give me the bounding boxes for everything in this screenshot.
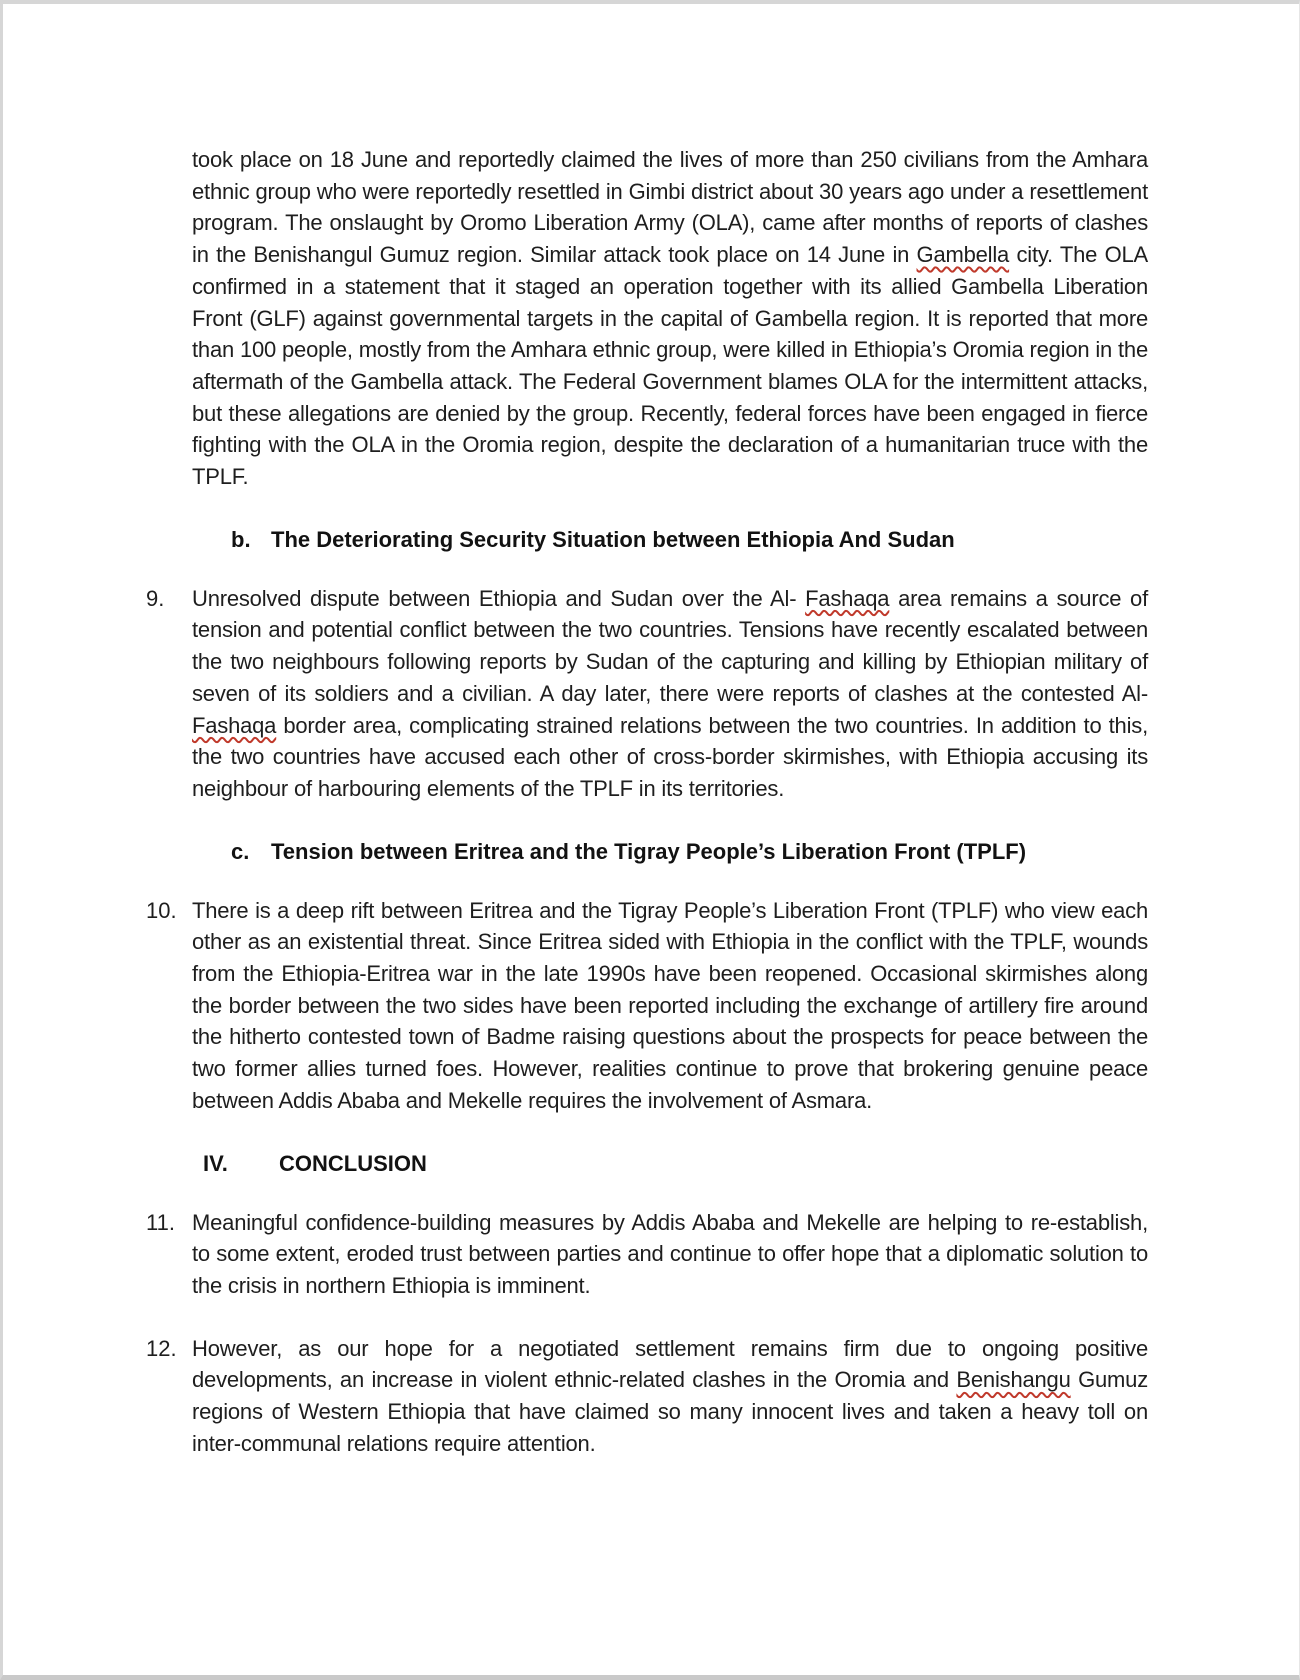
paragraph-12 (146, 1333, 1148, 1460)
paragraph-text-segment: city. The OLA confirmed in a statement that it staged an operation together with its allied Gambella Liberation Front (GLF) against governmental targets in the capital of Gambella region. It is reported that more than 100 people, mostly from the Amhara ethnic group, were killed in Ethiopia’s Oromia region in the aftermath of the Gambella attack. The Federal Government blames OLA for the intermittent attacks, but these allegations are denied by the group. Recently, federal forces have been engaged in fierce fighting with the OLA in the Oromia region, despite the declaration of a humanitarian truce with the TPLF. (192, 242, 1148, 490)
paragraph-number: 11. (146, 1209, 175, 1235)
paragraph-number: 9. (146, 585, 165, 611)
misspelled-word: Benishangu (956, 1367, 1071, 1393)
heading-label: The Deteriorating Security Situation between Ethiopia And Sudan (271, 526, 955, 552)
body-paragraph-continuation (192, 144, 1148, 493)
conclusion-heading (203, 1148, 1148, 1180)
paragraph-text-segment: border area, complicating strained relations between the two countries. In addition to this, the two countries have accused each other of cross-border skirmishes, with Ethiopia accusing its neighbour of harbouring elements of the TPLF in its territories. (192, 712, 1148, 801)
heading-label: CONCLUSION (279, 1150, 427, 1176)
paragraph-text-segment: There is a deep rift between Eritrea and the Tigray People’s Liberation Front (TPLF) who view each other as an existential threat. Since Eritrea sided with Ethiopia in the conflict with the TPLF, wounds from the Ethiopia-Eritrea war in the late 1990s have been reopened. Occasional skirmishes along the border between the two sides have been reported including the exchange of artillery fire around the hitherto contested town of Badme raising questions about the prospects for peace between the two former allies turned foes. However, realities continue to prove that brokering genuine peace between Addis Ababa and Mekelle requires the involvement of Asmara. (192, 897, 1148, 1113)
section-heading-c (231, 836, 1148, 868)
paragraph-text-segment: took place on 18 June and reportedly claimed the lives of more than 250 civilians from the Amhara ethnic group who were reportedly resettled in Gimbi district about 30 years ago under a resettlement program. The onslaught by Oromo Liberation Army (OLA), came after months of reports of clashes in the Benishangul Gumuz region. Similar attack took place on 14 June in (192, 147, 1148, 268)
paragraph-text-segment: Meaningful confidence-building measures by Addis Ababa and Mekelle are helping to re-establish, to some extent, eroded trust between parties and continue to offer hope that a diplomatic solution to the crisis in northern Ethiopia is imminent. (192, 1209, 1148, 1298)
paragraph-text-segment: However, as our hope for a negotiated settlement remains firm due to ongoing positive developments, an increase in violent ethnic-related clashes in the Oromia and (192, 1335, 1148, 1393)
heading-label: Tension between Eritrea and the Tigray People’s Liberation Front (TPLF) (271, 838, 1027, 864)
paragraph-number: 12. (146, 1335, 177, 1361)
paragraph-text-segment: Gumuz regions of Western Ethiopia that have claimed so many innocent lives and taken a heavy toll on inter-communal relations require attention. (192, 1367, 1148, 1456)
paragraph-10 (146, 895, 1148, 1117)
paragraph-text-segment: Unresolved dispute between Ethiopia and Sudan over the Al- (192, 585, 806, 611)
paragraph-9 (146, 583, 1148, 805)
page-content (3, 4, 1299, 1460)
paragraph-11 (146, 1207, 1148, 1302)
heading-marker: b. (231, 526, 251, 552)
heading-marker: IV. (203, 1150, 228, 1176)
section-heading-b (231, 524, 1148, 556)
misspelled-word: Fashaqa (192, 712, 277, 738)
misspelled-word: Gambella (916, 242, 1010, 268)
paragraph-text-segment: area remains a source of tension and potential conflict between the two countries. Tensions have recently escalated between the two neighbours following reports by Sudan of the capturing and killing by Ethiopian military of seven of its soldiers and a civilian. A day later, there were reports of clashes at the contested Al- (192, 585, 1148, 706)
misspelled-word: Fashaqa (805, 585, 890, 611)
paragraph-number: 10. (146, 897, 177, 923)
heading-marker: c. (231, 838, 250, 864)
